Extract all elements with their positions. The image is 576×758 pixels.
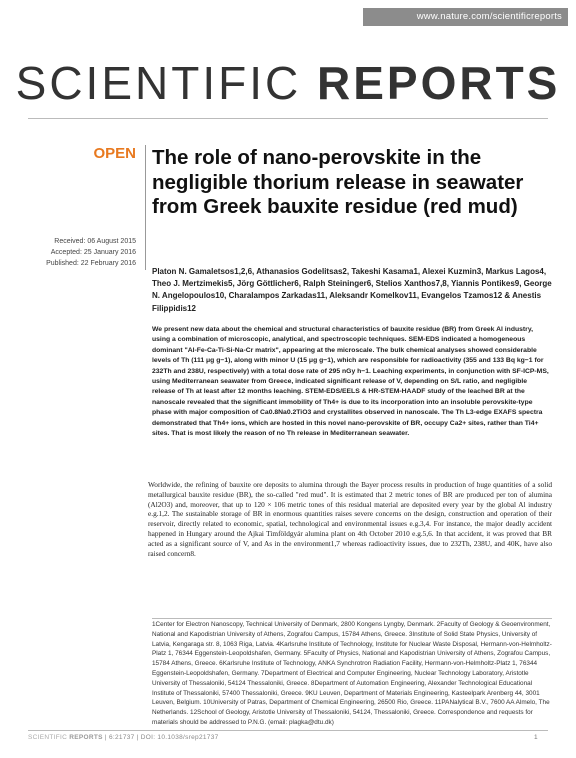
article-abstract: We present new data about the chemical and structural characteristics of bauxite residue (BR) from Greek Al industry, using a combination of microscopic, analytical, and spectroscopic techniques. SEM-EDS indicated a homogeneous dominant "Al-Fe-Ca-Ti-Si-Na-Cr matrix", appearing at the microscale. The bulk chemical analyses showed considerable levels of Th (111 μg g−1), along with minor U (15 μg g−1), which are responsible for radioactivity (355 and 133 Bq kg−1 for 232Th and 238U, respectively) with a total dose rate of 295 nGy h−1. Leaching experiments, in conjunction with SF-ICP-MS, using Mediterranean seawater from Greece, indicated significant release of V, depending on S/L ratio, and negligible release of Th at least after 12 months leaching. STEM-EDS/EELS & HR-STEM-HAADF study of the leached BR at the nanoscale revealed that the significant immobility of Th4+ is due to its incorporation into an insoluble perovskite-type phase with major composition of Ca0.8Na0.2TiO3 and crystallites observed in nanoscale. The Th L3-edge EXAFS spectra demonstrated that Th4+ ions, which are hosted in this novel nano-perovskite of BR, occupy Ca2+ sites, rather than Ti4+ sites. That is most likely the reason of no Th release in Mediterranean seawater.	[152, 326, 549, 438]
masthead-scientific: SCIENTIFIC	[15, 57, 302, 109]
page-footer	[28, 734, 219, 741]
article-dates	[20, 236, 136, 270]
journal-url[interactable]: www.nature.com/scientificreports	[416, 11, 562, 22]
footer-journal-part1: SCIENTIFIC	[28, 734, 68, 741]
published-date: Published: 22 February 2016	[46, 260, 136, 268]
article-body: Worldwide, the refining of bauxite ore deposits to alumina through the Bayer process results in production of huge quantities of a solid metallurgical bauxite residue (BR), the so-called "red mud". It is estimated that 2 metric tones of BR are produced per ton of alumina (Al2O3) and, moreover, that up to 120 × 106 metric tones of this residual material are deposited every year by the global Al industry e.g.1,2. The sustainable storage of BR in enormous quantities raises severe concerns on the design, construction and operation of their reservoir, directly related to economic, spatial, technological and environmental issues e.g.3,4. For instance, the major deadly accident happened in Hungary around the Ajkai Timföldgyár alumina plant on 4th October 2010 e.g.5,6. In that accident, it was proved that BR acted as a significant source of V, and As in the environment1,7 whereas radioactivity issues, due to 232Th, 238U, and 40K, have also raised concern8.	[148, 480, 552, 558]
page-number: 1	[534, 734, 538, 741]
author-list: Platon N. Gamaletsos1,2,6, Athanasios Godelitsas2, Takeshi Kasama1, Alexei Kuzmin3, Markus Lagos4, Theo J. Mertzimekis5, Jörg Göttlicher6, Ralph Steininger6, Stelios Xanthos7,8, Yiannis Pontikes9, George N. Angelopoulos10, Charalampos Zarkadas11, Aleksandr Komelkov11, Evangelos Tzamos12 & Anestis Filippidis12	[152, 267, 552, 313]
open-access-tag: OPEN	[93, 145, 136, 162]
journal-url-bar	[363, 8, 568, 26]
masthead-reports: REPORTS	[316, 57, 561, 109]
footer-journal	[28, 734, 103, 741]
accepted-date: Accepted: 25 January 2016	[50, 249, 136, 257]
footer-citation: | 6:21737 | DOI: 10.1038/srep21737	[102, 734, 219, 741]
journal-masthead	[0, 58, 576, 108]
header-divider	[28, 118, 548, 119]
affiliations: 1Center for Electron Nanoscopy, Technical University of Denmark, 2800 Kongens Lyngby, Denmark. 2Faculty of Geology & Geoenvironment, National and Kapodistrian University of Athens, Zografou Campus, 15784 Athens, Greece. 3Institute of Solid State Physics, University of Latvia, Kengaraga str. 8, 1063 Riga, Latvia. 4Karlsruhe Institute of Technology, Institute for Nuclear Waste Disposal, Hermann-von-Helmholtz-Platz 1, 76344 Eggenstein-Leopoldshafen, Germany. 5Faculty of Physics, National and Kapodistrian University of Athens, Zografou Campus, 15784 Athens, Greece. 6Karlsruhe Institute of Technology, ANKA Synchrotron Radiation Facility, Hermann-von-Helmholtz-Platz 1, 76344 Eggenstein-Leopoldshafen, Germany. 7Department of Electrical and Computer Engineering, Nuclear Technology Laboratory, Aristotle University of Thessaloniki, 54124 Thessaloniki, Greece. 8Department of Automation Engineering, Alexander Technological Educational Institute of Thessaloniki, 57400 Thessaloniki, Greece. 9KU Leuven, Department of Materials Engineering, Kasteelpark Arenberg 44, 3001 Leuven, Belgium. 10University of Patras, Department of Chemical Engineering, 26500 Rio, Greece. 11PANalytical B.V., 7600 AA Almelo, The Netherlands. 12School of Geology, Aristotle University of Thessaloniki, 54124, Thessaloniki, Greece. Correspondence and requests for materials should be addressed to P.N.G. (email: plagka@dtu.dk)	[152, 621, 552, 726]
article-title: The role of nano-perovskite in the negligible thorium release in seawater from Greek bauxite residue (red mud)	[152, 146, 524, 218]
received-date: Received: 06 August 2015	[54, 238, 136, 245]
footer-journal-part2: REPORTS	[69, 734, 103, 741]
footer-divider	[28, 730, 548, 731]
title-divider	[145, 145, 146, 270]
affiliation-divider	[152, 618, 552, 619]
